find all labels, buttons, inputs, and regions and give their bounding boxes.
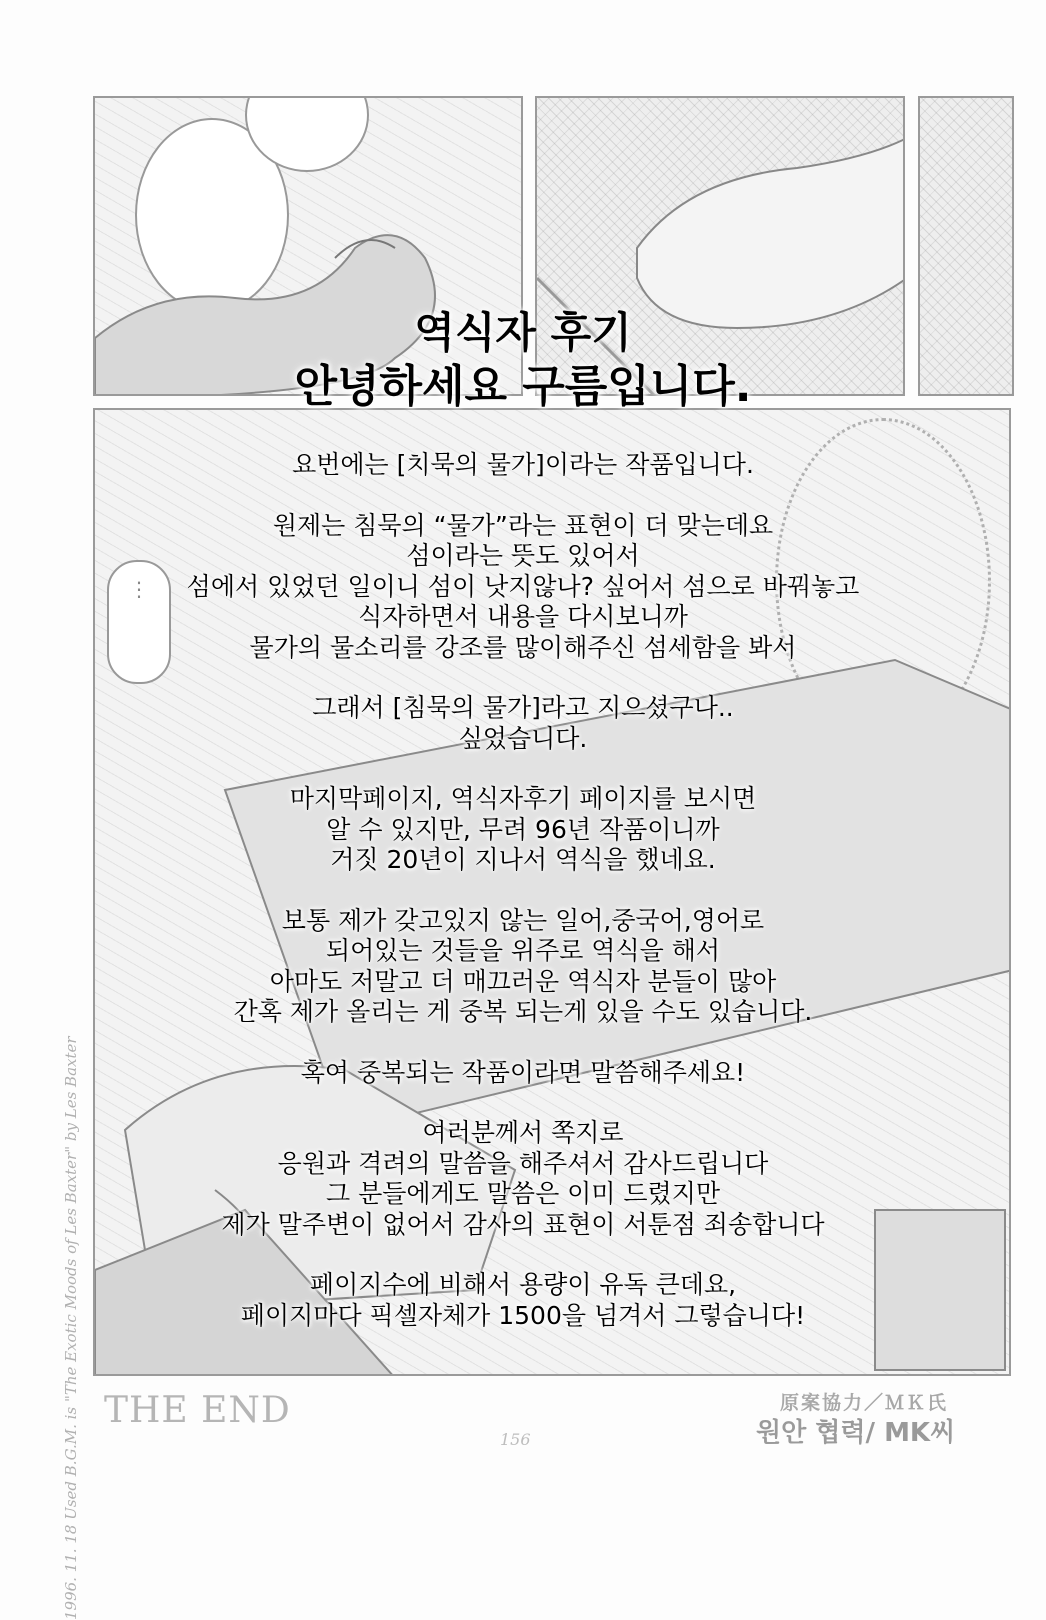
paragraph: [110, 450, 936, 481]
text-line: 간혹 제가 올리는 게 중복 되는게 있을 수도 있습니다.: [233, 997, 813, 1026]
text-line: 섬에서 있었던 일이니 섬이 낫지않나? 싶어서 섬으로 바꿔놓고: [186, 571, 860, 601]
text-line: 아마도 저말고 더 매끄러운 역식자 분들이 많아: [269, 966, 777, 996]
text-line: 식자하면서 내용을 다시보니까: [358, 602, 688, 631]
paragraph: [110, 1058, 936, 1089]
credit-korean: 원안 협력/ MK씨: [756, 1418, 956, 1448]
text-line: 제가 말주변이 없어서 감사의 표현이 서툰점 죄송합니다: [221, 1209, 825, 1239]
text-line: 페이지마다 픽셀자체가 1500을 넘겨서 그렇습니다!: [240, 1300, 806, 1330]
text-line: 거짓 20년이 지나서 역식을 했네요.: [330, 845, 716, 874]
text-line: 여러분께서 쪽지로: [422, 1118, 624, 1147]
text-line: 그 분들에게도 말씀은 이미 드렸지만: [325, 1179, 721, 1208]
side-note: 1996. 11. 18 Used B.G.M. is "The Exotic Moods of Les Baxter" by Les Baxter: [62, 1036, 80, 1620]
text-line: 되어있는 것들을 위주로 역식을 해서: [325, 936, 721, 965]
text-line: 보통 제가 갖고있지 않는 일어,중국어,영어로: [281, 905, 765, 935]
text-line: 마지막페이지, 역식자후기 페이지를 보시면: [289, 784, 757, 813]
paragraph: [110, 1270, 936, 1331]
paragraph: [110, 784, 936, 876]
credit-japanese: 原案協力／ＭＫ氏: [780, 1392, 949, 1414]
paragraph: [110, 693, 936, 754]
text-line: 응원과 격려의 말씀을 해주셔서 감사드립니다: [277, 1148, 769, 1178]
ellipsis-text: ⋮: [129, 577, 149, 601]
text-line: 그래서 [침묵의 물가]라고 지으셨구나..: [312, 693, 734, 722]
afterword-body: [110, 450, 936, 1361]
text-line: 섬이라는 뜻도 있어서: [406, 541, 640, 570]
page-number: 156: [500, 1430, 531, 1449]
text-line: 원제는 침묵의 “물가”라는 표현이 더 맞는데요: [272, 510, 774, 540]
text-line: 알 수 있지만, 무려 96년 작품이니까: [326, 814, 720, 844]
paragraph: [110, 906, 936, 1028]
text-line: 페이지수에 비해서 용량이 유독 큰데요,: [309, 1270, 737, 1299]
text-line: 혹여 중복되는 작품이라면 말씀해주세요!: [300, 1057, 746, 1087]
text-line: 물가의 물소리를 강조를 많이해주신 섬세함을 봐서: [249, 632, 797, 662]
paragraph: [110, 1118, 936, 1240]
greeting-title: 안녕하세요 구름입니다.: [294, 361, 752, 412]
paragraph: [110, 511, 936, 664]
text-line: 요번에는 [치묵의 물가]이라는 작품입니다.: [292, 450, 754, 479]
afterword-title: 역식자 후기: [414, 308, 632, 357]
the-end-label: THE END: [104, 1390, 291, 1431]
text-line: 싶었습니다.: [458, 723, 588, 753]
